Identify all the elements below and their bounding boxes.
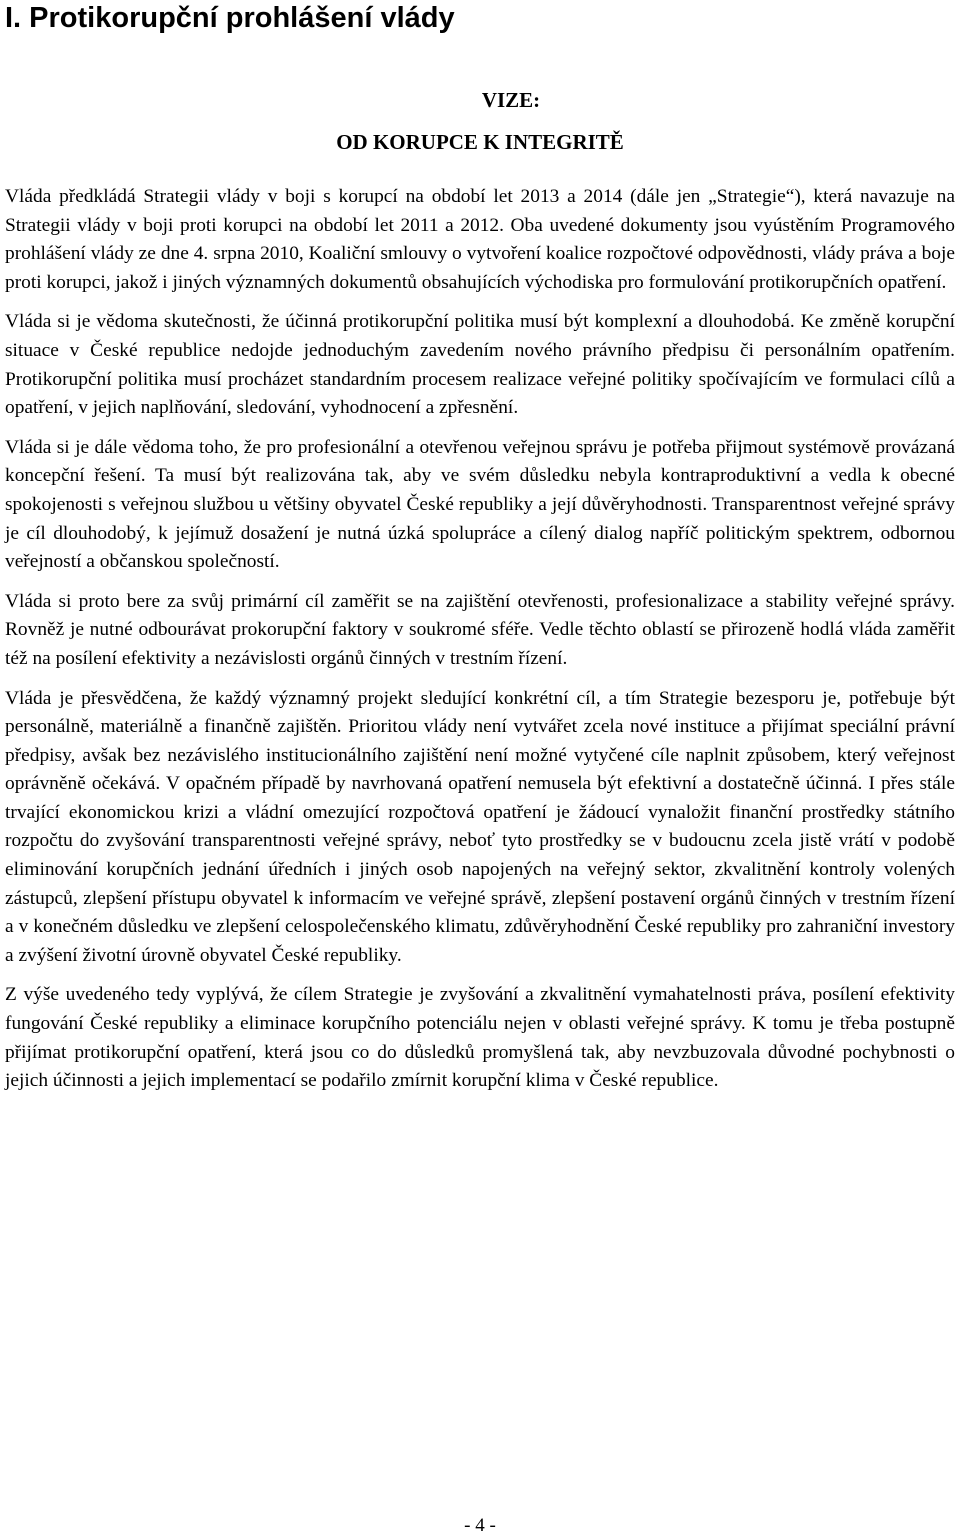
body-text	[5, 183, 955, 1107]
paragraph-3: Vláda si je dále vědoma toho, že pro profesionální a otevřenou veřejnou správu je potřeba přijmout systémově provázaná koncepční řešení. Ta musí být realizována tak, aby ve svém důsledku nebyla kontraproduktivní a vedla k obecné spokojenosti s veřejnou službou u většiny obyvatel České republiky a její důvěryhodnosti. Transparentnost veřejné správy je cíl dlouhodobý, k jejímuž dosažení je nutná úzká spolupráce a cílený dialog napříč politickým spektrem, odbornou veřejností a občanskou společností.	[5, 436, 955, 573]
vision-subtitle: OD KORUPCE K INTEGRITĚ	[336, 130, 624, 154]
paragraph-5: Vláda je přesvědčena, že každý významný projekt sledující konkrétní cíl, a tím Strategie bezesporu je, potřebuje být personálně, materiálně a finančně zajištěn. Prioritou vlády není vytvářet zcela nové instituce a přijímat speciální právní předpisy, avšak bez nezávislého institucionálního zajištění není možné vytyčené cíle naplnit způsobem, který veřejnost oprávněně očekává. V opačném případě by navrhovaná opatření nemusela být efektivní a dostatečně účinná. I přes stále trvající ekonomickou krizi a vládní omezující rozpočtová opatření je žádoucí vynaložit finanční prostředky státního rozpočtu do zvyšování transparentnosti veřejné správy, neboť tyto prostředky se v budoucnu zcela jistě vrátí v podobě eliminování korupčních jednání úředních i jiných osob napojených na veřejný sektor, zkvalitnění kontroly volených zástupců, zlepšení přístupu obyvatel k informacím ve veřejné správě, zlepšení postavení orgánů činných v trestním řízení a v konečném důsledku ve zlepšení celospolečenského klimatu, zdůvěryhodnění České republiky pro zahraniční investory a zvýšení životní úrovně obyvatel České republiky.	[5, 687, 955, 966]
paragraph-1: Vláda předkládá Strategii vlády v boji s korupcí na období let 2013 a 2014 (dále jen „Strategie“), která navazuje na Strategii vlády v boji proti korupci na období let 2011 a 2012. Oba uvedené dokumenty jsou vyústěním Programového prohlášení vlády ze dne 4. srpna 2010, Koaliční smlouvy o vytvoření koalice rozpočtové odpovědnosti, vlády práva a boje proti korupci, jakož i jiných významných dokumentů obsahujících východiska pro formulování protikorupčních opatření.	[5, 186, 955, 293]
paragraph-6: Z výše uvedeného tedy vyplývá, že cílem Strategie je zvyšování a zkvalitnění vymahatelnosti práva, posílení efektivity fungování České republiky a eliminace korupčního potenciálu nejen v oblasti veřejné správy. K tomu je třeba postupně přijímat protikorupční opatření, která jsou co do důsledků promyšlená tak, aby nevzbuzovala důvodné pochybnosti o jejich účinnosti a jejich implementací se podařilo zmírnit korupční klima v České republice.	[5, 984, 955, 1092]
page-number: - 4 -	[464, 1515, 496, 1536]
paragraph-2: Vláda si je vědoma skutečnosti, že účinná protikorupční politika musí být komplexní a dlouhodobá. Ke změně korupční situace v České republice nedojde jednoduchým zavedením nového právního předpisu či personálním opatřením. Protikorupční politika musí procházet standardním procesem realizace veřejné politiky spočívajícím ve formulaci cílů a opatření, v jejich naplňování, sledování, vyhodnocení a zpřesnění.	[5, 311, 955, 419]
vision-label: VIZE:	[481, 88, 541, 112]
page-title: I. Protikorupční prohlášení vlády	[5, 2, 455, 34]
paragraph-4: Vláda si proto bere za svůj primární cíl zaměřit se na zajištění otevřenosti, profesionalizace a stability veřejné správy. Rovněž je nutné odbourávat prokorupční faktory v soukromé sféře. Vedle těchto oblastí se přirozeně hodlá vláda zaměřit též na posílení efektivity a nezávislosti orgánů činných v trestním řízení.	[5, 590, 955, 669]
